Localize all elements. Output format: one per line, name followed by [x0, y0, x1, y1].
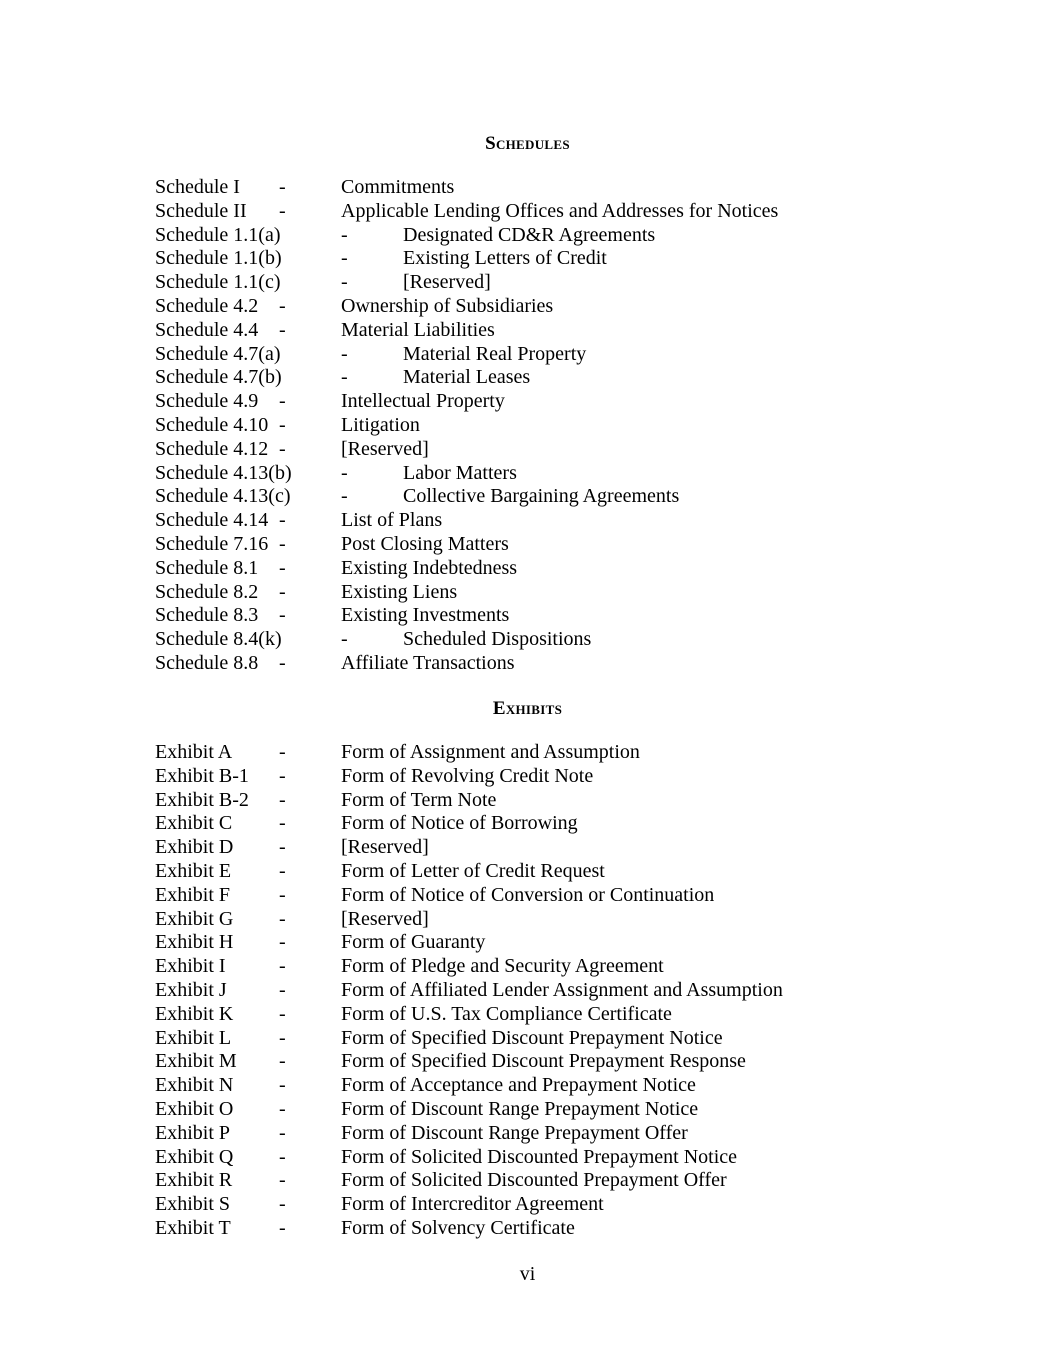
item-separator: - — [341, 366, 348, 389]
item-label: Exhibit B-1 — [155, 764, 249, 787]
item-label: Exhibit A — [155, 741, 233, 763]
list-item — [155, 1169, 955, 1193]
item-description: Collective Bargaining Agreements — [403, 485, 680, 508]
item-separator: - — [279, 1193, 286, 1216]
item-separator: - — [279, 812, 286, 835]
item-separator: - — [279, 764, 286, 787]
item-label: Schedule 8.1 — [155, 556, 259, 579]
item-separator: - — [279, 199, 286, 222]
item-description: [Reserved] — [341, 836, 429, 859]
list-item — [155, 1098, 955, 1122]
item-separator: - — [279, 788, 286, 811]
list-item — [155, 765, 955, 789]
list-item — [155, 1027, 955, 1051]
item-label: Schedule 1.1(b) — [155, 247, 282, 270]
schedules-heading: Schedules — [485, 133, 570, 154]
item-label: Schedule 1.1(a) — [155, 223, 281, 246]
list-item — [155, 1146, 955, 1170]
item-description: List of Plans — [341, 509, 443, 532]
item-description: Form of Pledge and Security Agreement — [341, 955, 664, 978]
item-description: Form of Letter of Credit Request — [341, 859, 605, 882]
item-label: Schedule II — [155, 199, 247, 222]
item-description: Form of Notice of Conversion or Continuation — [341, 883, 715, 906]
schedules-list — [155, 176, 955, 676]
list-item — [155, 1122, 955, 1146]
item-separator: - — [279, 318, 286, 341]
item-separator: - — [279, 580, 286, 603]
item-description: Form of Discount Range Prepayment Notice — [341, 1097, 699, 1120]
item-separator: - — [279, 1097, 286, 1120]
exhibits-list — [155, 741, 955, 1241]
item-description: Ownership of Subsidiaries — [341, 294, 554, 317]
item-separator: - — [279, 978, 286, 1001]
item-description: Form of Notice of Borrowing — [341, 812, 578, 835]
list-item — [155, 438, 955, 462]
item-separator: - — [279, 509, 286, 532]
item-separator: - — [279, 176, 286, 198]
item-separator: - — [279, 604, 286, 627]
item-label: Schedule 4.7(b) — [155, 366, 282, 389]
list-item — [155, 509, 955, 533]
list-item — [155, 247, 955, 271]
item-description: [Reserved] — [403, 271, 491, 294]
item-description: Form of Guaranty — [341, 931, 486, 954]
item-label: Exhibit M — [155, 1050, 237, 1073]
item-separator: - — [341, 271, 348, 294]
list-item — [155, 176, 955, 200]
item-label: Exhibit H — [155, 931, 234, 954]
item-label: Exhibit D — [155, 836, 234, 859]
item-label: Schedule 4.9 — [155, 390, 259, 413]
item-label: Schedule 1.1(c) — [155, 271, 281, 294]
list-item — [155, 860, 955, 884]
item-separator: - — [341, 223, 348, 246]
item-label: Schedule 4.14 — [155, 509, 269, 532]
item-label: Exhibit F — [155, 883, 231, 906]
item-description: Form of U.S. Tax Compliance Certificate — [341, 1002, 672, 1025]
exhibits-heading: Exhibits — [492, 698, 563, 719]
item-label: Schedule 8.4(k) — [155, 628, 282, 651]
item-label: Exhibit B-2 — [155, 788, 249, 811]
list-item — [155, 908, 955, 932]
list-item — [155, 343, 955, 367]
item-separator: - — [279, 294, 286, 317]
item-description: Form of Solvency Certificate — [341, 1216, 575, 1239]
item-separator: - — [279, 1216, 286, 1239]
item-label: Exhibit P — [155, 1121, 231, 1144]
item-label: Exhibit N — [155, 1074, 234, 1097]
item-separator: - — [279, 1074, 286, 1097]
item-description: Material Real Property — [403, 342, 587, 365]
item-label: Schedule 8.8 — [155, 651, 259, 674]
item-description: Existing Investments — [341, 604, 510, 627]
item-label: Exhibit T — [155, 1216, 231, 1239]
list-item — [155, 789, 955, 813]
item-separator: - — [279, 413, 286, 436]
list-item — [155, 390, 955, 414]
item-description: Form of Specified Discount Prepayment Response — [341, 1050, 746, 1073]
item-description: Litigation — [341, 413, 420, 436]
item-label: Schedule 4.7(a) — [155, 342, 281, 365]
list-item — [155, 1074, 955, 1098]
list-item — [155, 931, 955, 955]
item-description: Form of Affiliated Lender Assignment and Assumption — [341, 978, 783, 1001]
list-item — [155, 628, 955, 652]
item-description: Form of Term Note — [341, 788, 497, 811]
item-description: Form of Acceptance and Prepayment Notice — [341, 1074, 696, 1097]
item-description: Existing Liens — [341, 580, 458, 603]
item-label: Exhibit J — [155, 978, 227, 1001]
item-label: Exhibit K — [155, 1002, 234, 1025]
item-label: Exhibit C — [155, 812, 233, 835]
item-label: Schedule 8.3 — [155, 604, 259, 627]
item-label: Exhibit I — [155, 955, 226, 978]
item-separator: - — [279, 390, 286, 413]
item-description: Form of Discount Range Prepayment Offer — [341, 1121, 688, 1144]
list-item — [155, 884, 955, 908]
item-separator: - — [279, 1121, 286, 1144]
list-item — [155, 1003, 955, 1027]
item-label: Exhibit R — [155, 1169, 233, 1192]
item-label: Schedule 4.4 — [155, 318, 259, 341]
list-item — [155, 200, 955, 224]
item-separator: - — [279, 1026, 286, 1049]
item-description: Commitments — [341, 176, 455, 198]
item-separator: - — [341, 342, 348, 365]
item-description: Form of Intercreditor Agreement — [341, 1193, 604, 1216]
item-label: Schedule 4.13(b) — [155, 461, 292, 484]
item-description: Form of Revolving Credit Note — [341, 764, 594, 787]
item-description: Scheduled Dispositions — [403, 628, 592, 651]
item-description: Applicable Lending Offices and Addresses for Notices — [341, 199, 779, 222]
item-description: Designated CD&R Agreements — [403, 223, 656, 246]
item-separator: - — [341, 485, 348, 508]
item-label: Schedule 4.10 — [155, 413, 269, 436]
item-description: Form of Solicited Discounted Prepayment Offer — [341, 1169, 727, 1192]
item-label: Exhibit S — [155, 1193, 231, 1216]
item-separator: - — [279, 1169, 286, 1192]
item-description: [Reserved] — [341, 437, 429, 460]
list-item — [155, 581, 955, 605]
item-separator: - — [341, 461, 348, 484]
list-item — [155, 741, 955, 765]
list-item — [155, 1193, 955, 1217]
item-separator: - — [279, 437, 286, 460]
item-label: Schedule 4.2 — [155, 294, 259, 317]
list-item — [155, 604, 955, 628]
item-separator: - — [279, 836, 286, 859]
item-label: Exhibit E — [155, 859, 232, 882]
list-item — [155, 366, 955, 390]
list-item — [155, 533, 955, 557]
item-description: Material Leases — [403, 366, 531, 389]
item-separator: - — [279, 883, 286, 906]
item-separator: - — [279, 741, 286, 763]
item-label: Exhibit G — [155, 907, 234, 930]
item-description: [Reserved] — [341, 907, 429, 930]
item-separator: - — [279, 955, 286, 978]
item-label: Schedule 7.16 — [155, 532, 269, 555]
item-separator: - — [279, 931, 286, 954]
item-description: Form of Assignment and Assumption — [341, 741, 640, 763]
list-item — [155, 836, 955, 860]
list-item — [155, 319, 955, 343]
item-description: Post Closing Matters — [341, 532, 509, 555]
list-item — [155, 812, 955, 836]
list-item — [155, 295, 955, 319]
item-description: Material Liabilities — [341, 318, 495, 341]
item-separator: - — [279, 1145, 286, 1168]
list-item — [155, 485, 955, 509]
item-label: Exhibit L — [155, 1026, 232, 1049]
list-item — [155, 414, 955, 438]
item-description: Existing Indebtedness — [341, 556, 518, 579]
list-item — [155, 462, 955, 486]
item-label: Exhibit Q — [155, 1145, 234, 1168]
item-separator: - — [341, 628, 348, 651]
list-item — [155, 1217, 955, 1241]
item-description: Affiliate Transactions — [341, 651, 515, 674]
item-label: Schedule 4.13(c) — [155, 485, 291, 508]
item-label: Schedule I — [155, 176, 240, 198]
list-item — [155, 652, 955, 676]
list-item — [155, 955, 955, 979]
item-description: Labor Matters — [403, 461, 517, 484]
item-separator: - — [279, 651, 286, 674]
item-label: Schedule 8.2 — [155, 580, 259, 603]
list-item — [155, 271, 955, 295]
item-separator: - — [279, 859, 286, 882]
list-item — [155, 979, 955, 1003]
item-separator: - — [279, 532, 286, 555]
item-separator: - — [279, 1002, 286, 1025]
item-description: Intellectual Property — [341, 390, 505, 413]
item-separator: - — [341, 247, 348, 270]
item-label: Schedule 4.12 — [155, 437, 269, 460]
item-label: Exhibit O — [155, 1097, 234, 1120]
item-separator: - — [279, 907, 286, 930]
item-description: Existing Letters of Credit — [403, 247, 607, 270]
item-description: Form of Specified Discount Prepayment Notice — [341, 1026, 723, 1049]
item-separator: - — [279, 1050, 286, 1073]
list-item — [155, 224, 955, 248]
list-item — [155, 557, 955, 581]
item-separator: - — [279, 556, 286, 579]
page-number: vi — [519, 1263, 536, 1285]
item-description: Form of Solicited Discounted Prepayment Notice — [341, 1145, 738, 1168]
list-item — [155, 1050, 955, 1074]
